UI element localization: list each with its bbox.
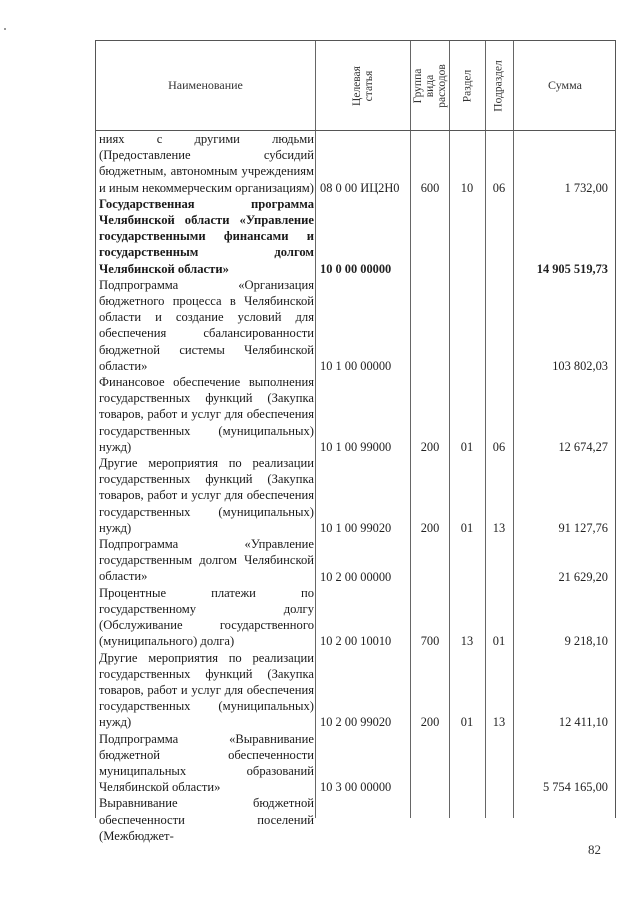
row-code: 08 0 00 ИЦ2Н0 [320, 180, 400, 195]
table-row [96, 585, 617, 650]
row-subsection [485, 358, 513, 374]
table-row [96, 131, 617, 196]
row-section [449, 261, 485, 277]
row-group: 200 [420, 715, 440, 730]
row-name: Финансовое обеспечение выполнения государственных функций (Закупка товаров, работ и услуг для обеспечения государственных (муниципальных) нужд) [99, 375, 314, 454]
row-name: Государственная программа Челябинской области «Управление государственными финансами и государственным долгом Челябинской области» [99, 196, 314, 276]
row-group: 200 [420, 520, 440, 535]
row-group [410, 358, 450, 374]
row-section [449, 828, 485, 844]
header-section-label: Раздел [461, 69, 473, 102]
table-row [96, 277, 617, 374]
row-subsection [485, 779, 513, 795]
row-group [410, 779, 450, 795]
scan-speck [4, 28, 6, 30]
table-row [96, 374, 617, 455]
row-code: 10 2 00 99020 [320, 715, 392, 730]
row-section: 01 [460, 520, 474, 535]
header-subsection-label: Подраздел [493, 59, 505, 112]
table-row [96, 650, 617, 731]
row-code: 10 1 00 99020 [320, 520, 392, 535]
header-sum: Сумма [548, 78, 582, 92]
row-group: 600 [420, 180, 440, 195]
table-body [96, 131, 617, 844]
row-name: Процентные платежи по государственному долгу (Обслуживание государственного (муниципального) долга) [99, 585, 314, 649]
row-sum: 14 905 519,73 [536, 261, 608, 276]
row-name: Подпрограмма «Выравнивание бюджетной обеспеченности муниципальных образований Челябинской области» [99, 731, 314, 795]
row-subsection [485, 569, 513, 585]
row-section: 10 [460, 180, 474, 195]
row-sum: 9 218,10 [564, 634, 608, 649]
table-row [96, 731, 617, 796]
row-name: Подпрограмма «Организация бюджетного процесса в Челябинской области и создание условий для обеспечения сбалансированности бюджетной системы Челябинской области» [99, 277, 314, 373]
row-name: Выравнивание бюджетной обеспеченности поселений (Межбюджет- [99, 796, 314, 843]
budget-table [95, 40, 616, 843]
row-section: 13 [460, 634, 474, 649]
row-name: Подпрограмма «Управление государственным долгом Челябинской области» [99, 537, 314, 584]
row-sum: 12 411,10 [558, 715, 608, 730]
row-subsection: 13 [492, 520, 506, 535]
row-group [410, 569, 450, 585]
row-section [449, 358, 485, 374]
row-name: Другие мероприятия по реализации государственных функций (Закупка товаров, работ и услуг для обеспечения государственных (муниципальных) нужд) [99, 456, 314, 535]
row-section [449, 569, 485, 585]
header-section [449, 41, 485, 130]
page-number: 82 [588, 842, 601, 857]
row-section [449, 779, 485, 795]
row-group: 200 [420, 439, 440, 454]
header-subsection [485, 41, 513, 130]
row-code: 10 3 00 00000 [320, 780, 392, 795]
row-section: 01 [460, 715, 474, 730]
header-code-label: Целевая статья [350, 65, 375, 106]
table-row [96, 196, 617, 277]
row-sum: 5 754 165,00 [542, 780, 608, 795]
row-sum: 103 802,03 [552, 358, 608, 373]
row-code: 10 1 00 99000 [320, 439, 392, 454]
row-name: ниях с другими людьми (Предоставление субсидий бюджетным, автономным учреждениям и иным некоммерческим организациям) [99, 132, 314, 195]
row-code: 10 2 00 00000 [320, 569, 392, 584]
row-code: 10 0 00 00000 [320, 261, 392, 276]
row-subsection: 13 [492, 715, 506, 730]
row-subsection: 01 [492, 634, 506, 649]
header-group-label: Группа вида расходов [411, 63, 448, 108]
row-group [410, 828, 450, 844]
row-code: 10 2 00 10010 [320, 634, 392, 649]
row-subsection: 06 [492, 439, 506, 454]
row-sum: 1 732,00 [564, 180, 608, 195]
row-subsection: 06 [492, 180, 506, 195]
header-code [315, 41, 410, 130]
row-section: 01 [460, 439, 474, 454]
row-subsection [485, 261, 513, 277]
table-row [96, 455, 617, 536]
row-sum: 12 674,27 [558, 439, 608, 454]
row-sum: 91 127,76 [558, 520, 608, 535]
row-code: 10 1 00 00000 [320, 358, 392, 373]
table-row [96, 536, 617, 585]
row-sum: 21 629,20 [558, 569, 608, 584]
row-group [410, 261, 450, 277]
row-group: 700 [420, 634, 440, 649]
header-group [410, 41, 449, 130]
header-name: Наименование [168, 78, 243, 92]
row-subsection [485, 828, 513, 844]
table-row [96, 795, 617, 844]
row-name: Другие мероприятия по реализации государственных функций (Закупка товаров, работ и услуг для обеспечения государственных (муниципальных) нужд) [99, 650, 314, 730]
